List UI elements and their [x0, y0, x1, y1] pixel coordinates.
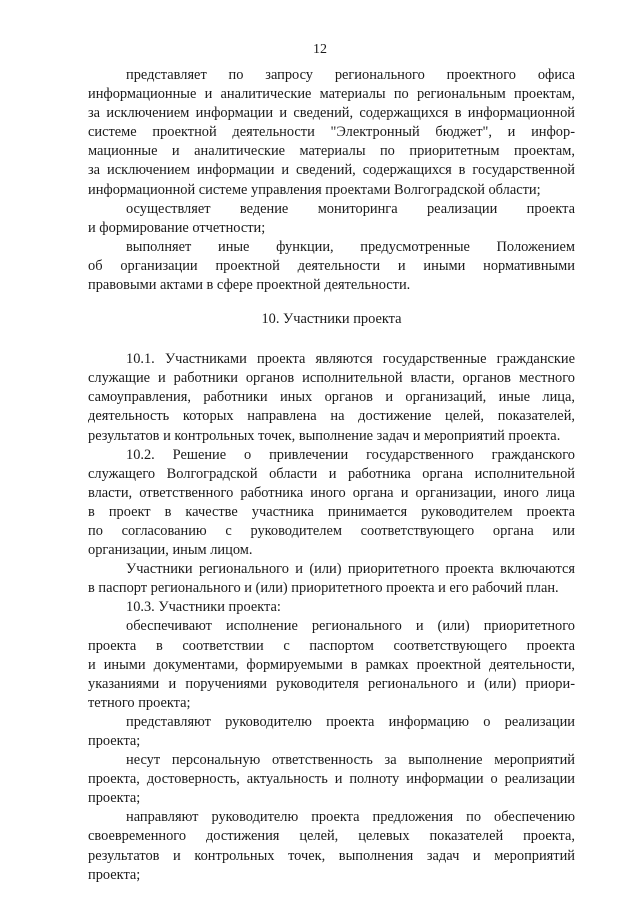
text-line: деятельность которых направлена на достижение целей, показателей, — [88, 408, 575, 425]
text-line: системе проектной деятельности "Электронный бюджет", и инфор- — [88, 124, 575, 141]
text-line: своевременного достижения целей, целевых показателей проекта, — [88, 828, 575, 845]
text-line: направляют руководителю проекта предложения по обеспечению — [126, 809, 575, 826]
text-line: выполняет иные функции, предусмотренные Положением — [126, 238, 575, 255]
text-line: правовыми актами в сфере проектной деятельности. — [88, 277, 411, 294]
text-line: служащие и работники органов исполнительной власти, органов местного — [88, 370, 575, 387]
text-line: за исключением информации и сведений, содержащихся в государственной — [88, 162, 575, 179]
text-line: представляют руководителю проекта информацию о реализации — [126, 713, 575, 730]
text-line: проекта; — [88, 790, 141, 807]
text-line: Участники регионального и (или) приоритетного проекта включаются — [126, 561, 575, 578]
text-line: служащего Волгоградской области и работника органа исполнительной — [88, 465, 575, 482]
text-line: об организации проектной деятельности и иными нормативными — [88, 257, 575, 274]
text-line: проекта в соответствии с паспортом соответствующего проекта — [88, 637, 575, 654]
page-number: 12 — [313, 42, 327, 57]
section-heading: 10. Участники проекта — [261, 311, 402, 328]
text-line: в проект в качестве участника принимается руководителем проекта — [88, 503, 575, 520]
text-line: самоуправления, работники иных органов и организаций, иные лица, — [88, 389, 575, 406]
text-line: информационные и аналитические материалы по региональным проектам, — [88, 86, 575, 103]
text-line: проекта, достоверность, актуальность и полноту информации о реализации — [88, 771, 575, 788]
paragraph — [88, 200, 575, 238]
paragraph — [88, 808, 575, 884]
text-line: несут персональную ответственность за выполнение мероприятий — [126, 752, 575, 769]
paragraph — [88, 238, 575, 295]
text-line: указаниями и поручениями руководителя регионального и (или) приори- — [88, 675, 575, 692]
text-line: по согласованию с руководителем соответствующего органа или — [88, 522, 575, 539]
text-line: проекта; — [88, 866, 141, 883]
text-line: за исключением информации и сведений, содержащихся в информационной — [88, 105, 575, 122]
text-line: и иными документами, формируемыми в рамках проектной деятельности, — [88, 656, 575, 673]
text-line: 10.3. Участники проекта: — [126, 599, 281, 616]
text-line: обеспечивают исполнение регионального и (или) приоритетного — [126, 618, 575, 635]
text-line: организации, иным лицом. — [88, 542, 253, 559]
text-line: в паспорт регионального и (или) приоритетного проекта и его рабочий план. — [88, 580, 559, 597]
text-line: 10.1. Участниками проекта являются государственные гражданские — [126, 351, 575, 368]
text-line: результатов и контрольных точек, выполнение задач и мероприятий проекта. — [88, 427, 561, 444]
paragraph — [88, 350, 575, 445]
paragraph — [88, 617, 575, 712]
text-line: информационной системе управления проектами Волгоградской области; — [88, 181, 541, 198]
text-line: осуществляет ведение мониторинга реализации проекта — [126, 200, 575, 217]
paragraph — [88, 66, 575, 200]
text-line: 10.2. Решение о привлечении государственного гражданского — [126, 446, 575, 463]
text-line: представляет по запросу регионального проектного офиса — [126, 67, 575, 83]
paragraph — [88, 446, 575, 561]
paragraph — [88, 560, 575, 598]
text-line: власти, ответственного работника иного органа и организации, иного лица — [88, 484, 575, 501]
text-line: проекта; — [88, 733, 141, 749]
text-line: и формирование отчетности; — [88, 219, 266, 236]
paragraph — [88, 598, 575, 617]
text-line: результатов и контрольных точек, выполнения задач и мероприятий — [88, 847, 575, 864]
text-line: мационные и аналитические материалы по приоритетным проектам, — [88, 143, 575, 160]
document-body — [88, 66, 575, 885]
paragraph — [88, 751, 575, 808]
paragraph — [88, 713, 575, 751]
text-line: тетного проекта; — [88, 694, 191, 711]
